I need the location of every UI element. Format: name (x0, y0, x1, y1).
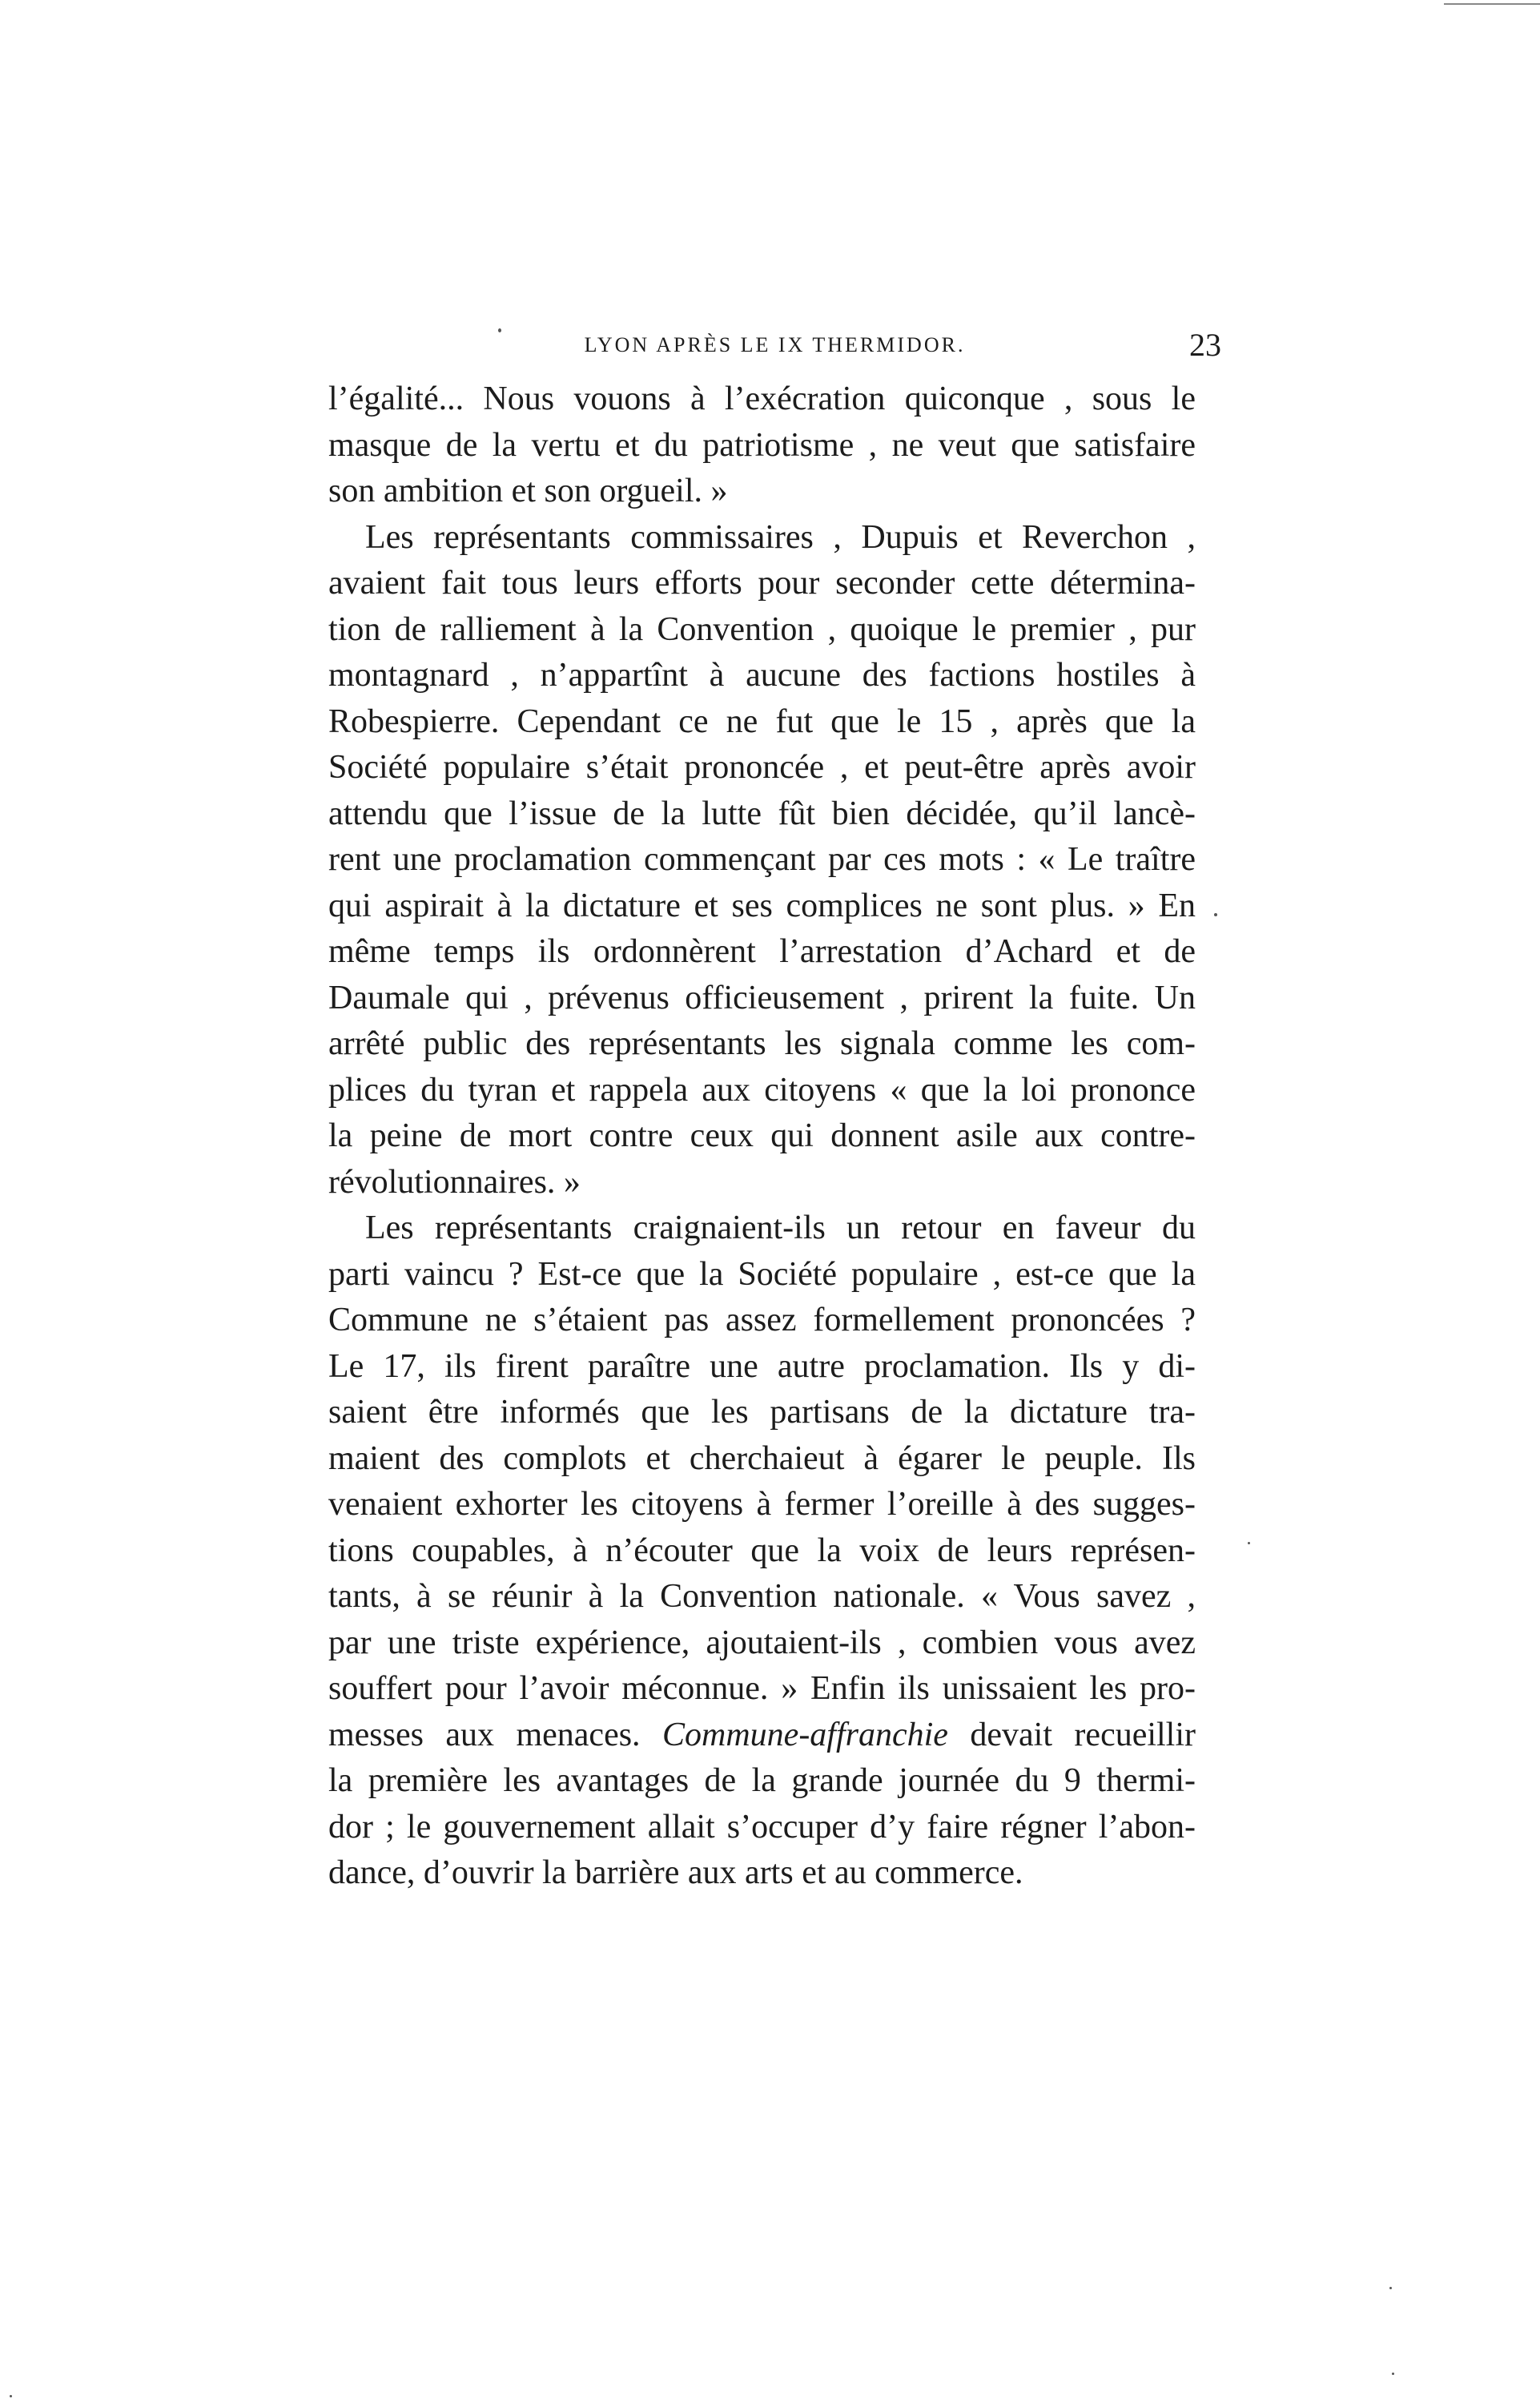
scan-edge-mark (1444, 3, 1540, 8)
text-line: saient être informés que les partisans de la dictature tra- (328, 1394, 1196, 1431)
paragraph-first-line: Les représentants commissaires , Dupuis et Reverchon , (365, 518, 1196, 556)
text-line: la peine de mort contre ceux qui donnent asile aux contre- (328, 1117, 1196, 1154)
running-head (328, 324, 1221, 366)
text-line: l’égalité... Nous vouons à l’exécration quiconque , sous le (328, 380, 1196, 417)
text-line: Daumale qui , prévenus officieusement , prirent la fuite. Un (328, 979, 1196, 1016)
text-line: Société populaire s’était prononcée , et peut-être après avoir (328, 749, 1196, 786)
text-line: tions coupables, à n’écouter que la voix de leurs représen- (328, 1532, 1196, 1569)
text-line: venaient exhorter les citoyens à fermer l’oreille à des sugges- (328, 1486, 1196, 1523)
text-line: qui aspirait à la dictature et ses complices ne sont plus. » En (328, 887, 1196, 924)
running-title: LYON APRÈS LE IX THERMIDOR. (584, 333, 966, 356)
text-line: son ambition et son orgueil. » (328, 473, 728, 509)
text-line: rent une proclamation commençant par ces mots : « Le traître (328, 841, 1196, 878)
text-line: maient des complots et cherchaieut à égarer le peuple. Ils (328, 1439, 1196, 1477)
text-line: Commune ne s’étaient pas assez formellement prononcées ? (328, 1302, 1196, 1338)
text-segment: messes aux menaces. (328, 1716, 641, 1753)
paragraph-first-line: Les représentants craignaient-ils un retour en faveur du (365, 1210, 1196, 1246)
scan-speck (10, 2395, 12, 2397)
text-line: Le 17, ils firent paraître une autre proclamation. Ils y di- (328, 1347, 1196, 1385)
text-line: dance, d’ouvrir la barrière aux arts et au commerce. (328, 1854, 1023, 1891)
text-segment: devait recueillir (970, 1716, 1196, 1753)
body-text (328, 376, 1196, 1897)
text-line: tion de ralliement à la Convention , quoique le premier , pur (328, 610, 1196, 648)
text-line: arrêté public des représentants les signala comme les com- (328, 1025, 1196, 1062)
text-line: parti vaincu ? Est-ce que la Société populaire , est-ce que la (328, 1255, 1196, 1293)
scan-speck (1214, 913, 1217, 916)
text-line: montagnard , n’appartînt à aucune des factions hostiles à (328, 657, 1196, 694)
text-line: attendu que l’issue de la lutte fût bien décidée, qu’il lancè- (328, 795, 1196, 832)
text-line: même temps ils ordonnèrent l’arrestation d’Achard et de (328, 933, 1196, 970)
text-line: la première les avantages de la grande journée du 9 thermi- (328, 1762, 1196, 1799)
text-line: par une triste expérience, ajoutaient-ils , combien vous avez (328, 1624, 1196, 1661)
scan-speck (498, 328, 501, 332)
italic-place-name: Commune-affranchie (662, 1716, 948, 1753)
text-line: plices du tyran et rappela aux citoyens « que la loi prononce (328, 1071, 1196, 1109)
text-line: dor ; le gouvernement allait s’occuper d’y faire régner l’abon- (328, 1808, 1196, 1846)
text-line: tants, à se réunir à la Convention nationale. « Vous savez , (328, 1578, 1196, 1615)
page-number: 23 (1189, 327, 1221, 363)
scan-speck (1392, 2373, 1394, 2375)
text-line: Robespierre. Cependant ce ne fut que le 15 , après que la (328, 702, 1196, 740)
text-line: avaient fait tous leurs efforts pour seconder cette détermina- (328, 565, 1196, 602)
text-line: masque de la vertu et du patriotisme , ne veut que satisfaire (328, 426, 1196, 464)
text-line: souffert pour l’avoir méconnue. » Enfin ils unissaient les pro- (328, 1670, 1196, 1707)
scan-speck (1248, 1542, 1250, 1544)
text-line: révolutionnaires. » (328, 1163, 581, 1201)
text-line-mixed (328, 1713, 1196, 1759)
scan-speck (1389, 2287, 1392, 2289)
